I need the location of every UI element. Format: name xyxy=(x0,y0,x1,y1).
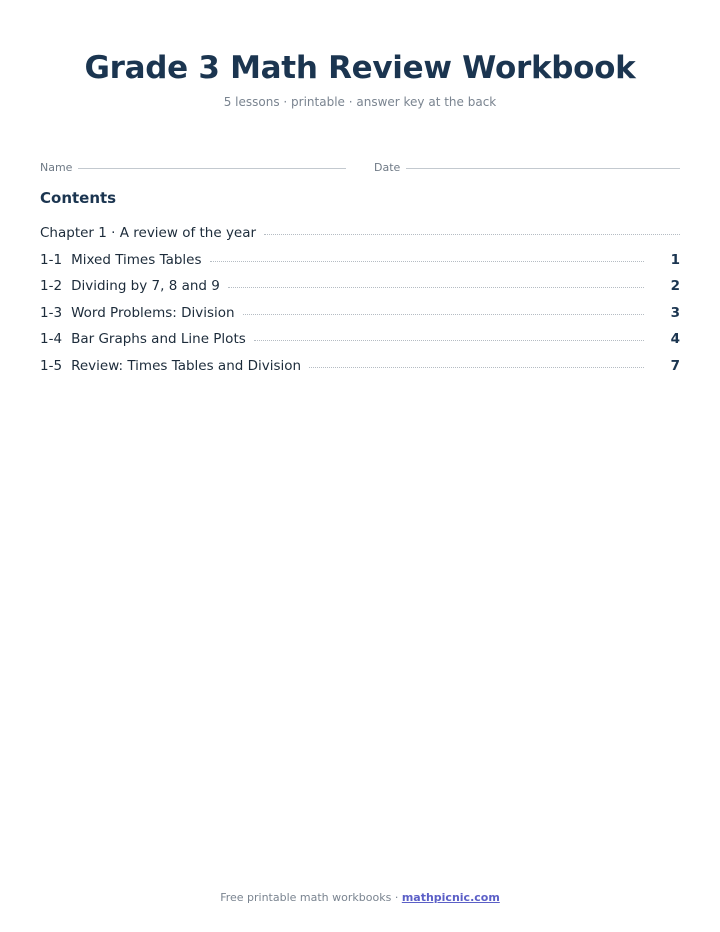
toc-item-page: 7 xyxy=(670,357,680,374)
toc-item-title: Bar Graphs and Line Plots xyxy=(71,331,246,347)
toc-item-page: 1 xyxy=(670,251,680,268)
toc-item-page: 4 xyxy=(670,331,680,347)
toc-leader xyxy=(228,287,644,288)
toc-item[interactable] xyxy=(40,278,680,305)
toc-item-number: 1-5 xyxy=(40,357,63,374)
toc-chapter-title: Chapter 1 · A review of the year xyxy=(40,225,257,241)
date-field[interactable] xyxy=(374,158,680,176)
toc-leader xyxy=(210,261,644,262)
toc-leader xyxy=(254,340,644,341)
toc-item-title: Review: Times Tables and Division xyxy=(71,357,302,374)
toc-item-page: 2 xyxy=(670,278,680,294)
footer-link[interactable]: mathpicnic.com xyxy=(401,891,500,904)
page-subtitle: 5 lessons · printable · answer key at the back xyxy=(223,95,497,109)
toc-chapter[interactable] xyxy=(40,225,680,252)
toc-item-number: 1-1 xyxy=(40,251,63,268)
toc-item[interactable] xyxy=(40,252,680,279)
date-line xyxy=(406,168,680,169)
table-of-contents xyxy=(40,225,680,384)
toc-item-title: Dividing by 7, 8 and 9 xyxy=(71,278,220,294)
toc-item-title: Word Problems: Division xyxy=(71,304,235,321)
toc-leader xyxy=(243,314,644,315)
toc-item-title: Mixed Times Tables xyxy=(71,251,202,268)
toc-item[interactable] xyxy=(40,358,680,385)
page-title: Grade 3 Math Review Workbook xyxy=(84,50,636,86)
toc-item-number: 1-3 xyxy=(40,304,63,321)
name-label: Name xyxy=(40,160,73,174)
footer xyxy=(0,890,720,906)
footer-text: Free printable math workbooks · xyxy=(220,891,402,904)
toc-item-number: 1-4 xyxy=(40,331,63,347)
toc-leader xyxy=(309,367,644,368)
toc-leader xyxy=(264,234,680,235)
toc-item-number: 1-2 xyxy=(40,278,63,294)
toc-item[interactable] xyxy=(40,305,680,332)
date-label: Date xyxy=(374,160,401,174)
name-field[interactable] xyxy=(40,158,346,176)
contents-heading: Contents xyxy=(40,189,117,207)
toc-item-page: 3 xyxy=(670,304,680,321)
name-line xyxy=(78,168,346,169)
toc-item[interactable] xyxy=(40,331,680,358)
